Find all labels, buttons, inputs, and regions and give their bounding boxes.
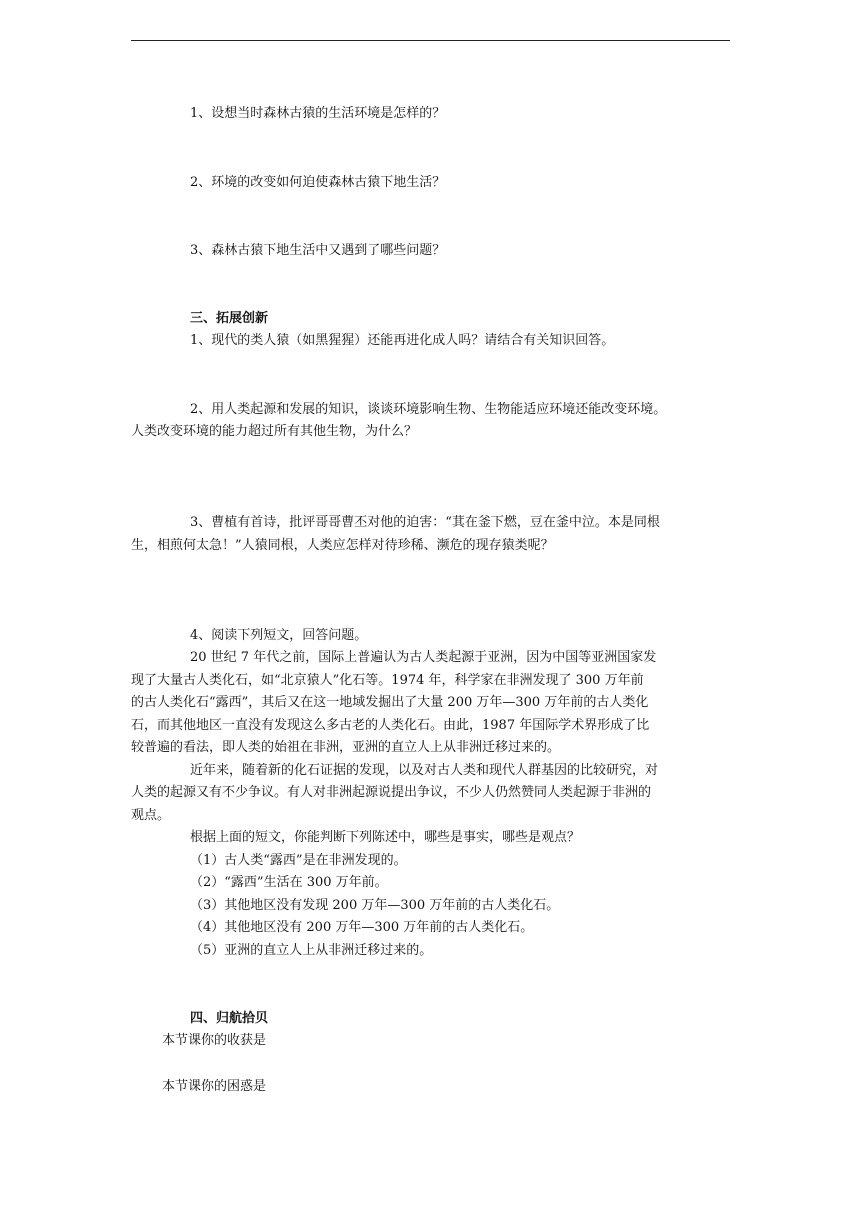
section3-question-1: 1、现代的类人猿（如黑猩猩）还能再进化成人吗？请结合有关知识回答。 xyxy=(190,333,615,348)
section3-question-3-line2: 生，相煎何太急！”人猿同根，人类应怎样对待珍稀、濒危的现存猿类呢？ xyxy=(131,538,554,553)
statement-item: （3）其他地区没有发现 200 万年—300 万年前的古人类化石。 xyxy=(190,898,560,913)
passage1-line: 石，而其他地区一直没有发现这么多古老的人类化石。由此，1987 年国际学术界形成了比 xyxy=(131,718,650,733)
statement-item: （4）其他地区没有 200 万年—300 万年前的古人类化石。 xyxy=(190,920,534,935)
section3-question-3-line1: 3、曹植有首诗，批评哥哥曹丕对他的迫害：“萁在釜下燃，豆在釜中泣。本是同根 xyxy=(190,515,660,530)
gain-prompt: 本节课你的收获是 xyxy=(162,1033,267,1048)
question-forest-ape-environment: 1、设想当时森林古猿的生活环境是怎样的？ xyxy=(190,106,446,121)
passage1-line: 的古人类化石“露西”，其后又在这一地域发掘出了大量 200 万年—300 万年前的古人类化 xyxy=(131,695,649,710)
question-environment-change: 2、环境的改变如何迫使森林古猿下地生活？ xyxy=(190,175,446,190)
passage2-line: 近年来，随着新的化石证据的发现，以及对古人类和现代人群基因的比较研究，对 xyxy=(190,763,659,778)
passage1-line: 较普遍的看法，即人类的始祖在非洲，亚洲的直立人上从非洲迁移过来的。 xyxy=(131,740,561,755)
section3-question-2-line1: 2、用人类起源和发展的知识，谈谈环境影响生物、生物能适应环境还能改变环境。 xyxy=(190,402,667,417)
judgment-prompt: 根据上面的短文，你能判断下列陈述中，哪些是事实，哪些是观点？ xyxy=(190,830,581,845)
section3-heading: 三、拓展创新 xyxy=(190,311,269,326)
statement-item: （5）亚洲的直立人上从非洲迁移过来的。 xyxy=(190,943,433,958)
statement-item: （1）古人类“露西”是在非洲发现的。 xyxy=(190,853,407,868)
header-rule xyxy=(131,40,730,41)
passage1-line: 现了大量古人类化石，如“北京猿人”化石等。1974 年，科学家在非洲发现了 300 万年前 xyxy=(131,673,644,688)
statement-item: （2）“露西”生活在 300 万年前。 xyxy=(190,875,388,890)
question-ground-life-problems: 3、森林古猿下地生活中又遇到了哪些问题？ xyxy=(190,243,446,258)
passage2-line: 观点。 xyxy=(131,808,171,823)
passage1-line: 20 世纪 7 年代之前，国际上普遍认为古人类起源于亚洲，因为中国等亚洲国家发 xyxy=(190,650,657,665)
passage2-line: 人类的起源又有不少争议。有人对非洲起源说提出争议，不少人仍然赞同人类起源于非洲的 xyxy=(131,785,652,800)
confusion-prompt: 本节课你的困惑是 xyxy=(162,1079,267,1094)
section3-question-4-intro: 4、阅读下列短文，回答问题。 xyxy=(190,628,368,643)
section4-heading: 四、归航拾贝 xyxy=(190,1011,269,1026)
section3-question-2-line2: 人类改变环境的能力超过所有其他生物，为什么？ xyxy=(131,424,418,439)
